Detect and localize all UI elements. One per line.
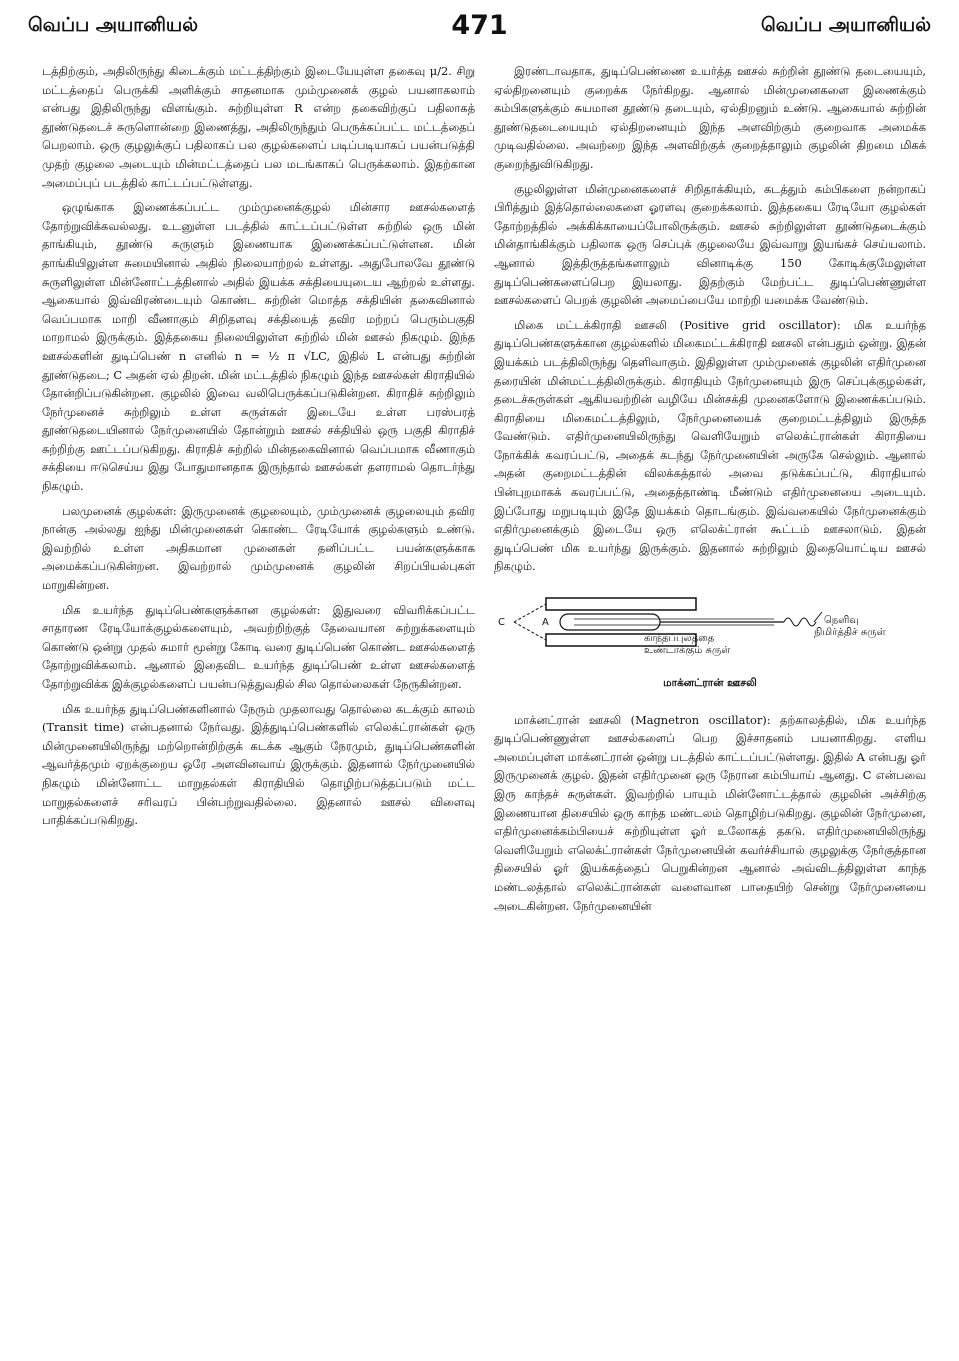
label-a: A [542, 617, 549, 629]
label-filament-2: நிமிர்த்திச் சுருள் [814, 627, 886, 639]
paragraph: டத்திற்கும், அதிலிருந்து கிடைக்கும் மட்டத்திற்கும் இடையேயுள்ள தகைவு μ/2. சிறு மட்டத்தைப் பெருக்கி அளிக்கும் சாதனமாக மும்முனைக் குழல் பயனாகலாம் என்பது இதிலிருந்து விளங்கும். சுற்றியுள்ள R என்ற தகைவிற்குப் பதிலாகத் தூண்டுதடைச் சுருளொன்றை இணைத்து, அதிலிருந்தும் பெருக்கப்பட்ட மட்டத்தைப் பெறலாம். ஒரு குழலுக்குப் பதிலாகப் பல குழல்களைப் படிப்படியாகப் பயன்படுத்தி முதற் குழலை அடையும் மின்மட்டத்தைப் பல மடங்காகப் பெருக்கலாம். இதற்கான அமைப்புப் படத்தில் காட்டப்பட்டுள்ளது. [42, 64, 475, 190]
paragraph: மாக்னட்ரான் ஊசலி (Magnetron oscillator): தற்காலத்தில், மிக உயர்ந்த துடிப்பெண்ணுள்ள ஊசல்களைப் பெற இச்சாதனம் பயனாகிறது. எளிய அமைப்புள்ள மாக்னட்ரான் ஒன்று படத்தில் காட்டப்பட்டுள்ளது. இதில் A என்பது ஓர் இருமுனைக் குழல். இதன் எதிர்முனை ஒரு நேரான கம்பியாய் ஆனது. C என்பவை இரு காந்தச் சுருள்கள். இவற்றில் பாயும் மின்னோட்டத்தால் குழலின் அச்சிற்கு இணையான திசையில் ஒரு காந்த மண்டலம் தொழிற்படுகிறது. குழலின் நேர்முனை, எதிர்முனைக்கம்பியைச் சுற்றியுள்ள ஓர் உலோகத் தகடு. எதிர்முனையிலிருந்து வெளியேறும் எலெக்ட்ரான்கள் நேர்முனையின் கவர்ச்சியால் குழலுக்கு நேர்குத்தான திசையில் ஓர் இயக்கத்தைப் பெறுகின்றன ஆனால் அவ்விடத்திலுள்ள காந்த மண்டலத்தால் எலெக்ட்ரான்கள் வளைவான பாதையிற் சென்று நேர்முனையை அடைகின்றன. நேர்முனையின் [494, 712, 926, 913]
paragraph: ஒழுங்காக இணைக்கப்பட்ட மும்முனைக்குழல் மின்சார ஊசல்களைத் தோற்றுவிக்கவல்லது. உடனுள்ள படத்தில் காட்டப்பட்டுள்ள சுற்றில் ஒரு மின் தாங்கியும், தூண்டு சுருளும் இணையாக இணைக்கப்பட்டுள்ளன. மின் தாங்கியிலுள்ள சுமையினால் அதில் நிலையாற்றல் உள்ளது. அதுபோலவே தூண்டு சுருளிலுள்ள மின்னோட்டத்தினால் அதில் இயக்க சக்தியையுடைய ஆற்றல் உள்ளது. ஆகையால் இவ்விரண்டையும் கொண்ட சுற்றின் மொத்த சக்தியின் தகைவினால் வெப்பமாக மாறி வீணாகும் சிறிதளவு சக்தியைத் தவிர மற்றப் பெரும்பகுதி மாறாமல் இருக்கும். இத்தகைய நிலையிலுள்ள சுற்றில் மின் ஊசல் நிகழும். இந்த ஊசல்களின் துடிப்பெண் n எனில் n = ½ π √LC, இதில் L என்பது சுற்றின் தூண்டுதடை; C அதன் ஏல் திறன். மின் மட்டத்தில் நிகழும் இந்த ஊசல்கள் கிராதியில் தோன்றிப்படுகின்றன. குழலில் இவை வலிபெருக்கப்படுகின்றன. கிராதிச் சுற்றிலும் நேர்முனைச் சுற்றிலும் உள்ள சுருள்கள் இடையே உள்ள பரஸ்பரத் தூண்டுதடையினால் நேர்முனையில் தோன்றும் ஊசல் சக்தியில் ஒரு பகுதி கிராதிச் சுற்றிற்கு ஊட்டப்படுகிறது. கிராதிச் சுற்றில் மின்தகைவினால் வெப்பமாக வீணாகும் சக்தியை ஈடுசெய்ய இது போதுமானதாக இருந்தால் ஊசல்கள் தளராமல் தொடர்ந்து நிகழும். [42, 200, 475, 494]
figure-caption: மாக்னட்ரான் ஊசலி [663, 677, 757, 690]
paragraph: மிகை மட்டக்கிராதி ஊசலி (Positive grid oscillator): மிக உயர்ந்த துடிப்பெண்களுக்கான குழல்களில் மிகைமட்டக்கிராதி ஊசலி என்பதும் ஒன்று. இதன் இயக்கம் படத்திலிருந்து தெளிவாகும். இதிலுள்ள மும்முனைக் குழலின் எதிர்முனை தரையின் மின்மட்டத்திலிருக்கும். கிராதியும் நேர்முனையும் இரு செப்புக்குழல்கள், தடைச்சுருள்கள் ஆகியவற்றின் வழியே மின்சக்தி முனைகளோடு இணைக்கப்படும். கிராதியை மிகைமட்டத்திலும், நேர்முனையைக் குறைமட்டத்திலும் இருத்த வேண்டும். எதிர்முனையிலிருந்து வெளியேறும் எலெக்ட்ரான்கள் கிராதியை நோக்கிக் கவரப்பட்டு, அதைக் கடந்து நேர்முனையின் அருகே செல்லும். ஆனால் அதன் குறைமட்டத்தின் விலக்கத்தால் அவை தடுக்கப்பட்டு, கிராதியால் பின்புறமாகக் கவரப்பட்டு, அதைத்தாண்டி மீண்டும் எதிர்முனையை அடையும். இப்போது மறுபடியும் இதே இயக்கம் தொடங்கும். இவ்வகையில் நேர்முனைக்கும் எதிர்முனைக்கும் இடையே ஒரு எலெக்ட்ரான் கூட்டம் ஊசலாடும். இதன் துடிப்பெண் மிக உயர்ந்து இருக்கும். இதனால் சுற்றிலும் இதையொட்டிய ஊசல் நிகழும். [494, 317, 926, 574]
paragraph: மிக உயர்ந்த துடிப்பெண்களுக்கான குழல்கள்: இதுவரை விவரிக்கப்பட்ட சாதாரண ரேடியோக்குழல்களையும், அவற்றிற்குத் தேவையான சுற்றுக்களையும் கொண்டு ஒன்று முதல் சுமார் மூன்று கோடி வரை துடிப்பெண் கொண்ட ஊசல்களைத் தோற்றுவிக்கலாம். ஆனால் இதைவிட உயர்ந்த துடிப்பெண் உள்ள ஊசல்களைத் தோற்றுவிக்க இக்குழல்களைப் பயன்படுத்துவதில் சில தொல்லைகள் நேருகின்றன. [42, 602, 475, 691]
magnetron-figure [494, 590, 926, 670]
running-title-right: வெப்ப அயானியல் [761, 14, 931, 36]
paragraph: குழலிலுள்ள மின்முனைகளைச் சிறிதாக்கியும், கடத்தும் கம்பிகளை நன்றாகப் பிரித்தும் இத்தொல்லைகளை ஓரளவு குறைக்கலாம். இத்தகைய ரேடியோ குழல்கள் தோற்றத்தில் அக்கிக்காயைப்போலிருக்கும். ஊசல் சுற்றிலுள்ள தூண்டுதடைக்கும் மின்தாங்கிக்கும் பதிலாக ஒரு செப்புக் குழலையே இவ்வாறு இயங்கச் செய்யலாம். ஆனால் இத்திருத்தங்களாலும் வினாடிக்கு 150 கோடிக்குமேலுள்ள துடிப்பெண்களைப்பெற இயலாது. இதற்கும் மேற்பட்ட துடிப்பெண்ணுள்ள ஊசல்களைப் பெறக் குழலின் அமைப்பையே மாற்றி யமைக்க வேண்டும். [494, 181, 926, 308]
page-header [28, 10, 931, 50]
paragraph: பலமுனைக் குழல்கள்: இருமுனைக் குழலையும், மும்முனைக் குழலையும் தவிர நான்கு அல்லது ஐந்து மின்முனைகள் கொண்ட ரேடியோக் குழல்களும் உண்டு. இவற்றில் உள்ள அதிகமான முனைகள் தனிப்பட்ட பயன்களுக்காக அமைக்கப்படுகின்றன. இவற்றால் மும்முனைக் குழலின் சிறப்பியல்புகள் மாறுகின்றன. [42, 503, 475, 593]
label-magnet-coil-2: உண்டாக்கும் சுருள் [644, 645, 731, 657]
label-magnet-coil-1: காந்தப்புலத்தை [644, 633, 715, 645]
right-column [494, 62, 926, 1354]
running-title-left: வெப்ப அயானியல் [28, 14, 198, 36]
paragraph: இரண்டாவதாக, துடிப்பெண்ணை உயர்த்த ஊசல் சுற்றின் தூண்டு தடையையும், ஏல்திறனையும் குறைக்க நேர்கிறது. ஆனால் மின்முனைகளை இணைக்கும் கம்பிகளுக்கும் சுயமான தூண்டு தடையும், ஏல்திறனும் உண்டு. ஆகையால் சுற்றின் தூண்டுதடையையும் ஏல்திறனையும் இந்த அளவிற்கும் குறைவாக அமைக்க முடிவதில்லை. அவற்றை இந்த அளவிற்குக் குறைத்தாலும் குழலின் திறமை மிகக் குறைந்துவிடுகிறது. [494, 64, 926, 171]
label-c: C [498, 617, 505, 629]
left-column [42, 62, 475, 1354]
paragraph: மிக உயர்ந்த துடிப்பெண்களினால் நேரும் முதலாவது தொல்லை கடக்கும் காலம் (Transit time) என்பதனால் நேர்வது. இத்துடிப்பெண்களில் எலெக்ட்ரான்கள் ஒரு மின்முனையிலிருந்து மற்றொன்றிற்குக் கடக்க ஆகும் நேரமும், துடிப்பெண்களின் ஆவர்த்தமும் ஏறக்குறைய ஒரே அளவினவாய் இருக்கும். இதனால் நேர்முனையில் நிகழும் மின்னோட்ட மாறுதல்கள் கிராதியில் தொழிற்படுத்தப்படும் மட்ட மாறுதல்களைச் சரிவரப் பின்பற்றுவதில்லை. இதனால் ஊசல் விளைவு பாதிக்கப்படுகிறது. [42, 701, 475, 828]
label-filament-1: நெளிவு [824, 615, 859, 627]
page-number: 471 [451, 10, 508, 41]
